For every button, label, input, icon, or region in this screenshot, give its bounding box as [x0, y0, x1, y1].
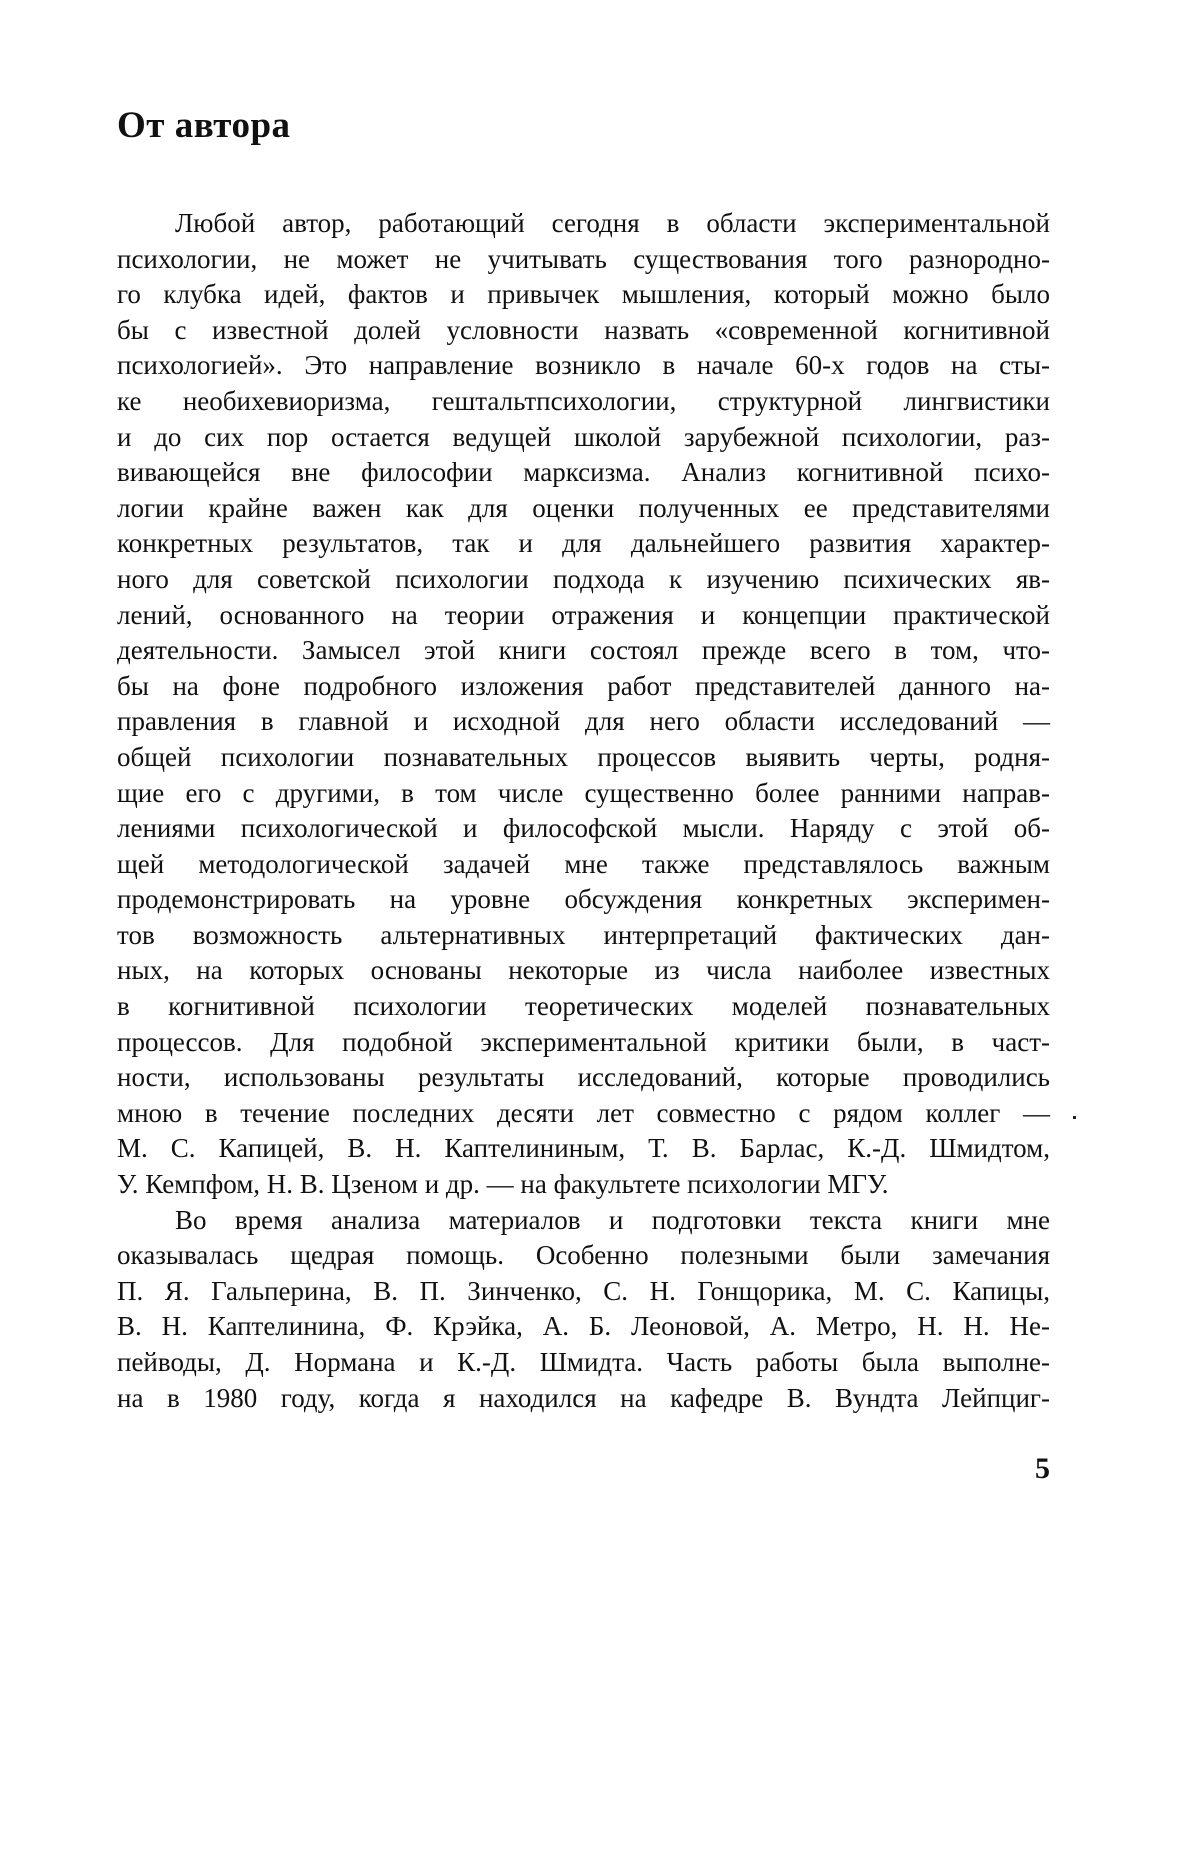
- text-line: тов возможность альтернативных интерпретаций фактических дан-: [117, 919, 1050, 950]
- text-line: ного для советской психологии подхода к изучению психических яв-: [117, 563, 1050, 594]
- text-line: В. Н. Каптелинина, Ф. Крэйка, А. Б. Леоновой, А. Метро, Н. Н. Не-: [117, 1311, 1050, 1342]
- text-line: лениями психологической и философской мысли. Наряду с этой об-: [117, 813, 1050, 844]
- text-line: щие его с другими, в том числе существенно более ранними направ-: [117, 777, 1050, 808]
- text-line: вивающейся вне философии марксизма. Анализ когнитивной психо-: [117, 457, 1050, 488]
- text-line: ке необихевиоризма, гештальтпсихологии, структурной лингвистики: [117, 385, 1050, 416]
- text-line: процессов. Для подобной экспериментальной критики были, в част-: [117, 1026, 1050, 1057]
- text-line: оказывалась щедрая помощь. Особенно полезными были замечания: [117, 1240, 1050, 1271]
- text-line: М. С. Капицей, В. Н. Каптелининым, Т. В. Барлас, К.-Д. Шмидтом,: [117, 1133, 1050, 1164]
- text-line: общей психологии познавательных процессов выявить черты, родня-: [117, 741, 1050, 772]
- text-line: Во время анализа материалов и подготовки текста книги мне: [175, 1204, 1050, 1235]
- text-line: П. Я. Гальперина, В. П. Зинченко, С. Н. Гонщорика, М. С. Капицы,: [117, 1275, 1050, 1306]
- section-heading: От автора: [117, 105, 291, 146]
- text-line: конкретных результатов, так и для дальнейшего развития характер-: [117, 528, 1050, 559]
- text-line: продемонстрировать на уровне обсуждения конкретных эксперимен-: [117, 884, 1050, 915]
- text-line: бы на фоне подробного изложения работ представителей данного на-: [117, 670, 1050, 701]
- page-number: 5: [1035, 1452, 1050, 1485]
- text-line: психологией». Это направление возникло в начале 60-х годов на сты-: [117, 350, 1050, 381]
- text-line: щей методологической задачей мне также представлялось важным: [117, 848, 1050, 879]
- text-line: У. Кемпфом, Н. В. Цзеном и др. — на факультете психологии МГУ.: [117, 1169, 889, 1200]
- scan-speck: [1073, 1116, 1076, 1119]
- text-line: мною в течение последних десяти лет совместно с рядом коллег —: [117, 1097, 1050, 1128]
- text-line: деятельности. Замысел этой книги состоял прежде всего в том, что-: [117, 635, 1050, 666]
- text-line: го клубка идей, фактов и привычек мышления, который можно было: [117, 279, 1050, 310]
- text-line: ных, на которых основаны некоторые из числа наиболее известных: [117, 955, 1050, 986]
- text-line: логии крайне важен как для оценки полученных ее представителями: [117, 492, 1050, 523]
- text-line: Любой автор, работающий сегодня в области экспериментальной: [175, 208, 1050, 238]
- text-line: ности, использованы результаты исследований, которые проводились: [117, 1062, 1050, 1093]
- text-line: лений, основанного на теории отражения и концепции практической: [117, 599, 1050, 630]
- text-line: на в 1980 году, когда я находился на кафедре В. Вундта Лейпциг-: [117, 1382, 1050, 1413]
- body-text: [117, 206, 1050, 1416]
- text-line: в когнитивной психологии теоретических моделей познавательных: [117, 991, 1050, 1022]
- text-line: правления в главной и исходной для него области исследований —: [117, 706, 1050, 737]
- text-line: психологии, не может не учитывать существования того разнородно-: [117, 243, 1050, 274]
- text-line: пейводы, Д. Нормана и К.-Д. Шмидта. Часть работы была выполне-: [117, 1347, 1050, 1377]
- text-line: и до сих пор остается ведущей школой зарубежной психологии, раз-: [117, 421, 1050, 452]
- text-line: бы с известной долей условности назвать «современной когнитивной: [117, 314, 1050, 345]
